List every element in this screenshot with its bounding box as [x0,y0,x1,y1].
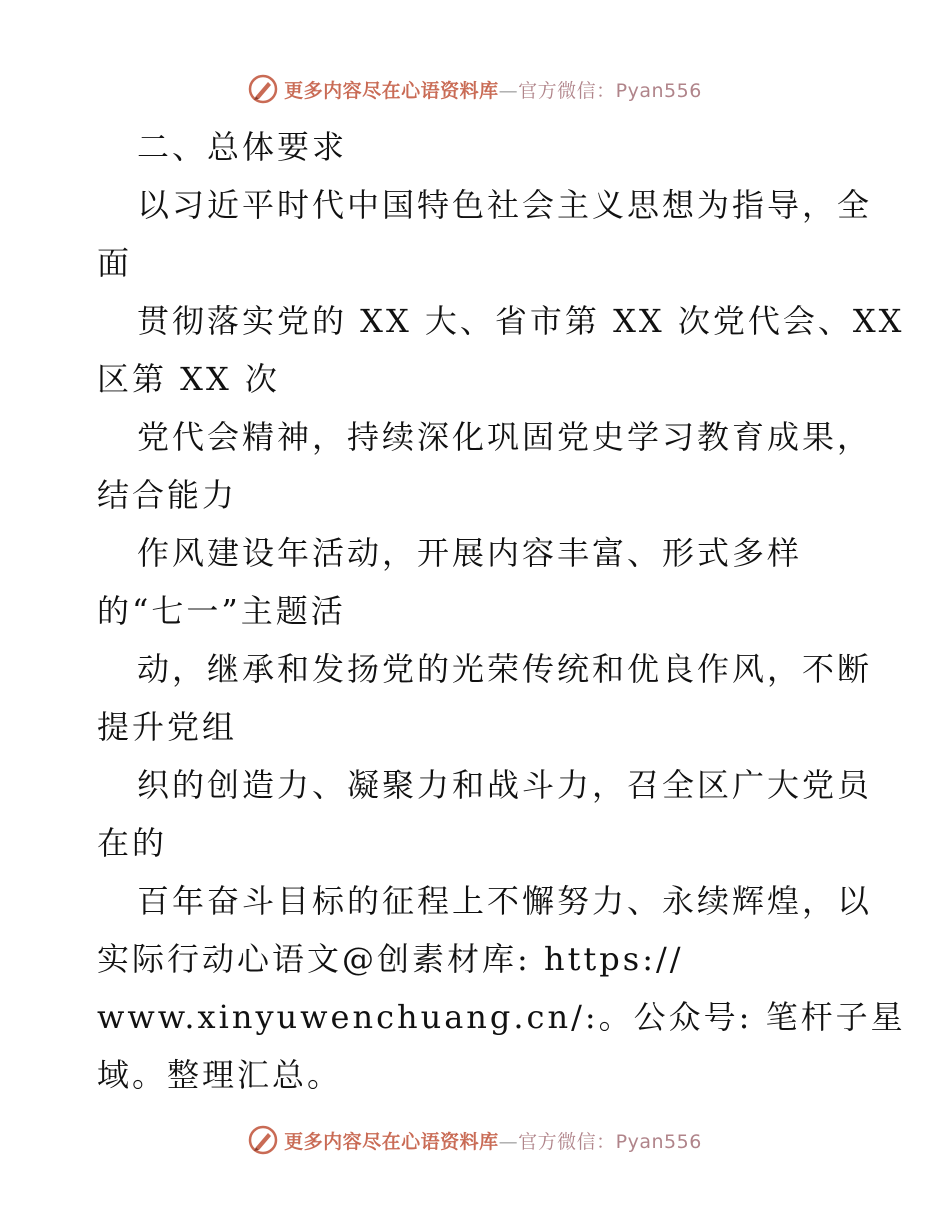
text-line: 动，继承和发扬党的光荣传统和优良作风，不断 [137,650,873,688]
text-line: 面 [97,244,133,282]
watermark-separator: — [498,79,519,102]
watermark-separator: — [498,1130,519,1153]
pen-logo-icon [248,1125,278,1155]
watermark-main: 更多内容尽在心语资料库 [284,79,499,102]
text-line: 区第 XX 次 [97,360,280,398]
watermark-header [0,72,950,106]
pen-logo-icon [248,74,278,104]
text-line: 结合能力 [97,476,238,514]
text-line: 以习近平时代中国特色社会主义思想为指导，全 [137,186,873,224]
watermark-main: 更多内容尽在心语资料库 [284,1130,499,1153]
text-line: 作风建设年活动，开展内容丰富、形式多样 [137,534,803,572]
section-heading: 二、总体要求 [137,128,348,166]
text-line: 实际行动心语文@创素材库: https:// [97,940,684,978]
text-line: 百年奋斗目标的征程上不懈努力、永续辉煌，以 [137,882,873,920]
watermark-contact: 官方微信：Pyan556 [518,79,702,102]
text-line: 贯彻落实党的 XX 大、省市第 XX 次党代会、XX [137,302,905,340]
watermark-text [284,1127,702,1154]
text-line: 的“七一”主题活 [97,592,346,630]
watermark-contact: 官方微信：Pyan556 [518,1130,702,1153]
text-line: 在的 [97,824,168,862]
watermark-text [284,76,702,103]
text-line: www.xinyuwenchuang.cn/:。公众号: 笔杆子星 [97,998,906,1036]
text-line: 提升党组 [97,708,238,746]
text-line: 域。整理汇总。 [97,1056,343,1094]
watermark-footer [0,1123,950,1157]
text-line: 党代会精神，持续深化巩固党史学习教育成果， [137,418,873,456]
text-line: 织的创造力、凝聚力和战斗力，召全区广大党员 [137,766,873,804]
